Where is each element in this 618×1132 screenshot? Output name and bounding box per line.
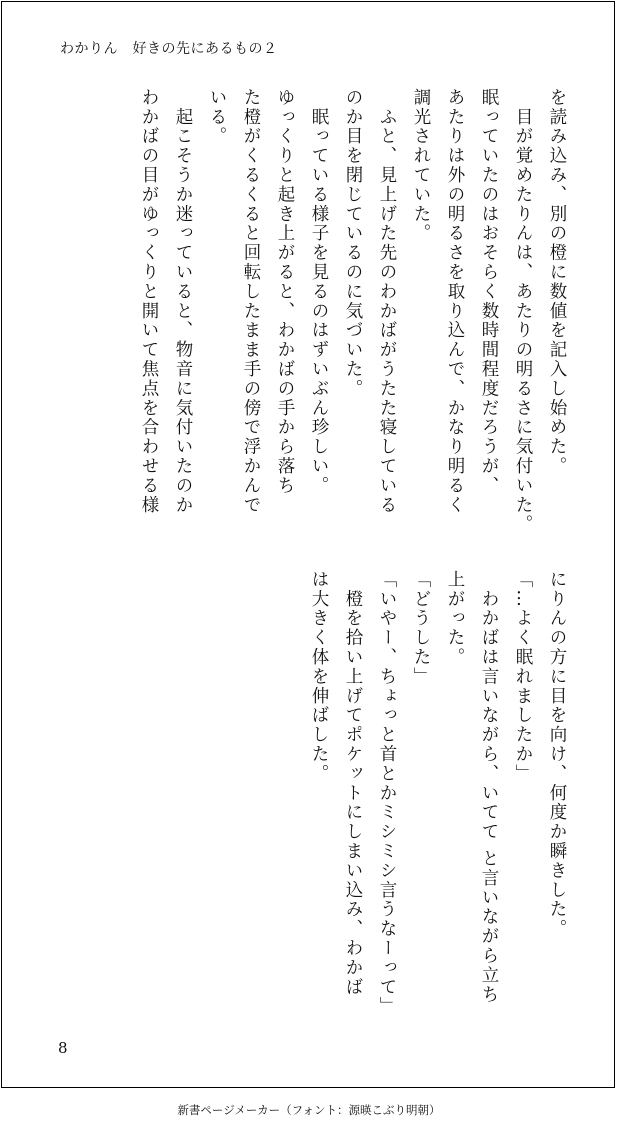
text-line: わかばの目がゆっくりと開いて焦点を合わせる様 xyxy=(139,88,159,515)
text-line: た橙がくるくると回転したまま手の傍で浮かんで xyxy=(241,88,261,515)
text-line: ふと、見上げた先のわかばがうたた寝している xyxy=(377,88,397,515)
text-line: いる。 xyxy=(207,88,227,147)
text-line: は大きく体を伸ばした。 xyxy=(309,570,329,784)
text-line: わかばは言いながら、いてて と言いながら立ち xyxy=(479,570,499,1005)
text-line: 調光されていた。 xyxy=(411,88,431,244)
page-number: 8 xyxy=(58,1039,68,1057)
running-header: わかりん 好きの先にあるもの２ xyxy=(60,41,278,57)
text-line: 目が覚めたりんは、あたりの明るさに気付いた。 xyxy=(513,88,533,535)
text-line: 「…よく眠れましたか」 xyxy=(513,570,533,784)
text-line: 「どうした」 xyxy=(411,570,431,687)
page-frame xyxy=(1,1,615,1088)
text-line: ゆっくりと起き上がると、わかばの手から落ち xyxy=(275,88,295,496)
text-line: 橙を拾い上げてポケットにしまい込み、わかば xyxy=(343,570,363,997)
lower-text-block xyxy=(302,570,574,1017)
text-line: 上がった。 xyxy=(445,570,465,667)
text-line: 眠っていたのはおそらく数時間程度だろうが、 xyxy=(479,88,499,496)
text-line: あたりは外の明るさを取り込んで、かなり明るく xyxy=(445,88,465,515)
text-line: 「いやー、ちょっと首とかミシミシ言うなーって」 xyxy=(377,570,397,1017)
footer-credit: 新書ページメーカー（フォント：源暎こぶり明朝） xyxy=(177,1103,441,1117)
text-line: 起こそうか迷っていると、物音に気付いたのか xyxy=(173,88,193,515)
text-line: にりんの方に目を向け、何度か瞬きした。 xyxy=(547,570,567,939)
text-line: のか目を閉じているのに気づいた。 xyxy=(343,88,363,399)
text-line: 眠っている様子を見るのはずいぶん珍しい。 xyxy=(309,88,329,496)
upper-text-block xyxy=(132,88,574,535)
text-line: を読み込み、別の橙に数値を記入し始めた。 xyxy=(547,88,567,476)
